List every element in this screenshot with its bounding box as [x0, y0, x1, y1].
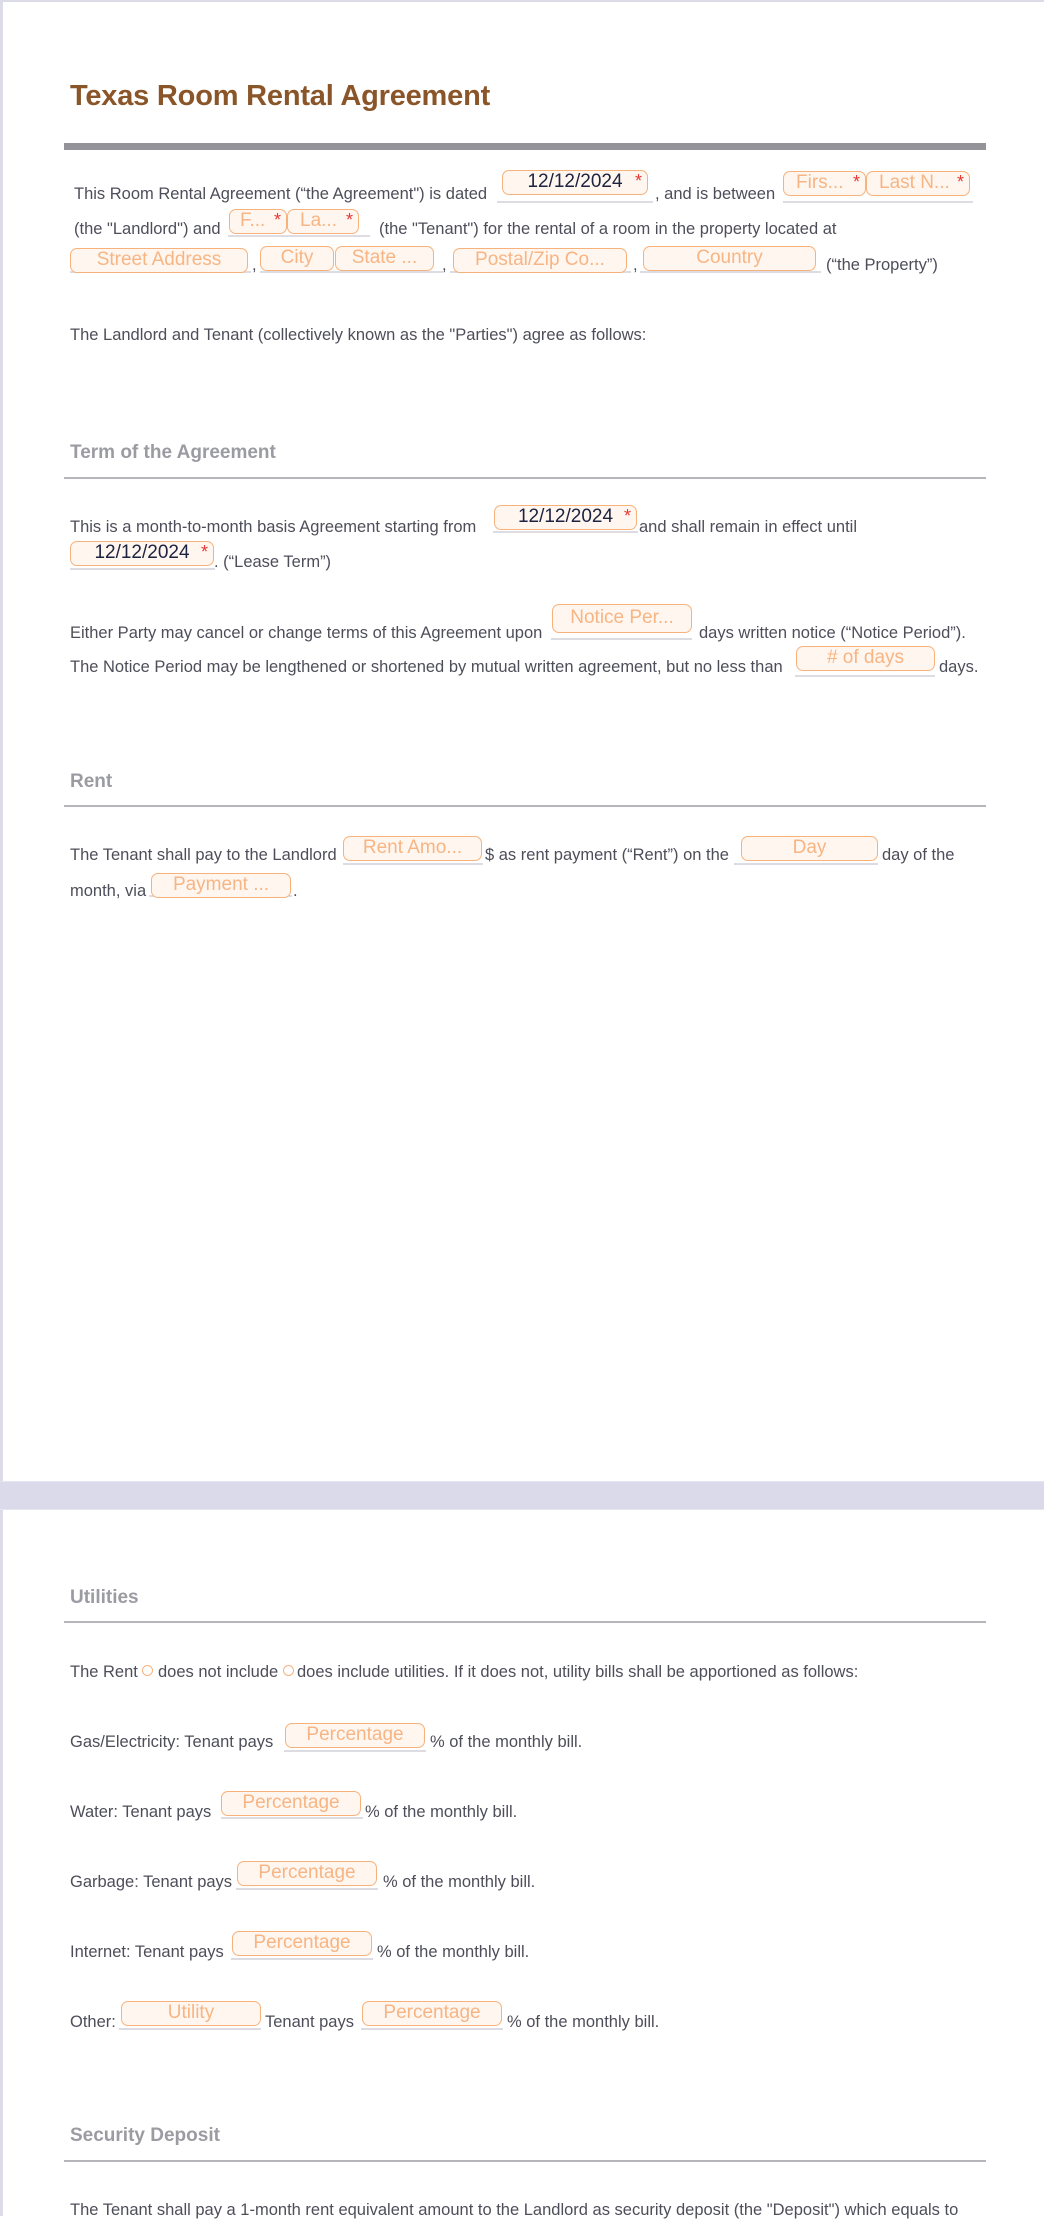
term-text-2b: . (“Lease Term”) [214, 553, 332, 571]
city-placeholder: City [280, 247, 314, 268]
rent-amount-field[interactable] [343, 836, 482, 861]
comma: , [252, 256, 257, 274]
tenant-name-underline [228, 235, 370, 237]
title-divider [64, 143, 986, 150]
rent-text-2a: month, via [70, 882, 147, 900]
percentage-placeholder: Percentage [242, 1792, 340, 1813]
other-label: Other: [70, 2013, 116, 2031]
section-heading-rent: Rent [70, 771, 113, 792]
term-divider [64, 477, 986, 479]
utilities-intro-a: The Rent [70, 1663, 138, 1681]
start-date-underline [493, 531, 638, 533]
notice-text-a: Either Party may cancel or change terms of this Agreement upon [70, 624, 543, 642]
date-underline [497, 201, 653, 203]
section-heading-term: Term of the Agreement [70, 442, 276, 463]
rent-text-1a: The Tenant shall pay to the Landlord [70, 846, 337, 864]
intro-text-3-end: (“the Property”) [826, 256, 938, 274]
other-suffix: % of the monthly bill. [507, 2013, 660, 2031]
other-middle-text: Tenant pays [265, 2013, 354, 2031]
required-icon: * [623, 506, 631, 526]
required-icon: * [200, 542, 208, 562]
percentage-placeholder: Percentage [258, 1862, 356, 1883]
agreement-date-field[interactable] [502, 170, 648, 195]
required-icon: * [345, 210, 353, 230]
deposit-divider [64, 2160, 986, 2162]
country-placeholder: Country [696, 247, 763, 268]
garbage-suffix: % of the monthly bill. [383, 1873, 536, 1891]
required-icon: * [273, 210, 281, 230]
comma: , [633, 256, 638, 274]
rent-amount-placeholder: Rent Amo... [362, 837, 463, 858]
start-date-value: 12/12/2024 [517, 506, 614, 527]
end-date-value: 12/12/2024 [94, 542, 190, 563]
notice-days-field[interactable] [796, 646, 935, 671]
gas-electricity-percentage-field[interactable] [285, 1723, 425, 1748]
document-title: Texas Room Rental Agreement [70, 80, 491, 112]
term-text-1b: and shall remain in effect until [639, 518, 857, 536]
other-percentage-field[interactable] [362, 2001, 502, 2026]
intro-text-2b: (the "Tenant") for the rental of a room in the property located at [379, 220, 837, 238]
rent-text-1c: day of the [882, 846, 955, 864]
notice2-text-b: days. [939, 658, 979, 676]
notice-period-field[interactable] [552, 604, 692, 633]
landlord-first-placeholder: Firs... [796, 172, 844, 193]
start-date-field[interactable] [494, 505, 637, 530]
tenant-first-name-field[interactable] [229, 209, 287, 234]
intro-text-2a: (the "Landlord") and [74, 220, 221, 238]
street-placeholder: Street Address [96, 249, 222, 270]
option-does-include-label: does include utilities. If it does not, utility bills shall be apportioned as follows: [297, 1663, 859, 1681]
payment-placeholder: Payment ... [172, 874, 270, 895]
other-percentage-underline [361, 2028, 503, 2030]
radio-does-include[interactable] [283, 1665, 294, 1676]
section-heading-utilities: Utilities [70, 1587, 139, 1608]
postal-zip-field[interactable] [453, 248, 627, 273]
water-percentage-field[interactable] [221, 1791, 361, 1816]
water-suffix: % of the monthly bill. [365, 1803, 518, 1821]
required-icon: * [852, 172, 860, 192]
internet-suffix: % of the monthly bill. [377, 1943, 530, 1961]
water-underline [221, 1817, 363, 1819]
water-label: Water: Tenant pays [70, 1803, 212, 1821]
gas-underline [284, 1750, 426, 1752]
country-underline [640, 271, 821, 273]
days-placeholder: # of days [826, 647, 905, 668]
intro-text-1b: , and is between [655, 185, 776, 203]
page-left-border [0, 0, 3, 2216]
day-placeholder: Day [792, 837, 827, 858]
notice-underline [551, 638, 692, 640]
radio-does-not-include[interactable] [142, 1665, 153, 1676]
notice2-text-a: The Notice Period may be lengthened or shortened by mutual written agreement, but no less than [70, 658, 783, 676]
internet-underline [231, 1958, 373, 1960]
state-field[interactable] [335, 246, 434, 271]
utilities-divider [64, 1621, 986, 1623]
rent-text-1b: $ as rent payment (“Rent”) on the [485, 846, 729, 864]
notice-placeholder: Notice Per... [570, 607, 674, 628]
percentage-placeholder: Percentage [253, 1932, 351, 1953]
country-field[interactable] [643, 246, 816, 271]
landlord-last-placeholder: Last N... [879, 172, 950, 193]
other-utility-field[interactable] [121, 2001, 261, 2026]
gas-suffix: % of the monthly bill. [430, 1733, 583, 1751]
rent-divider [64, 805, 986, 807]
rent-text-2b: . [293, 882, 298, 900]
term-text-1a: This is a month-to-month basis Agreement starting from [70, 518, 477, 536]
percentage-placeholder: Percentage [306, 1724, 404, 1745]
parties-text: The Landlord and Tenant (collectively known as the "Parties") agree as follows: [70, 326, 647, 344]
notice-text-b: days written notice (“Notice Period”). [699, 624, 966, 642]
percentage-placeholder: Percentage [383, 2002, 481, 2023]
garbage-underline [236, 1888, 378, 1890]
deposit-text: The Tenant shall pay a 1-month rent equivalent amount to the Landlord as security deposit (the "Deposit") which equals to [70, 2201, 959, 2219]
end-date-underline [70, 568, 215, 570]
days-underline [795, 675, 935, 677]
rent-day-field[interactable] [741, 836, 878, 861]
gas-electricity-label: Gas/Electricity: Tenant pays [70, 1733, 274, 1751]
intro-text-1a: This Room Rental Agreement (“the Agreement") is dated [74, 185, 488, 203]
tenant-first-placeholder: F... [240, 210, 266, 231]
day-underline [734, 863, 878, 865]
comma: , [442, 256, 447, 274]
required-icon: * [634, 171, 642, 191]
internet-percentage-field[interactable] [232, 1931, 372, 1956]
landlord-last-name-field[interactable] [866, 171, 970, 196]
city-field[interactable] [260, 246, 334, 271]
rent-amount-underline [343, 863, 483, 865]
page-separator [0, 1481, 1044, 1510]
utility-placeholder: Utility [167, 2002, 215, 2023]
landlord-name-underline [783, 201, 973, 203]
landlord-first-name-field[interactable] [783, 171, 866, 196]
internet-label: Internet: Tenant pays [70, 1943, 224, 1961]
utility-underline [119, 2028, 261, 2030]
end-date-field[interactable] [70, 541, 214, 566]
state-placeholder: State ... [351, 247, 418, 268]
required-icon: * [956, 172, 964, 192]
street-address-field[interactable] [70, 248, 248, 273]
garbage-label: Garbage: Tenant pays [70, 1873, 233, 1891]
zip-placeholder: Postal/Zip Co... [475, 249, 605, 270]
page-top-border [0, 0, 1044, 2]
payment-method-field[interactable] [151, 873, 291, 898]
section-heading-security-deposit: Security Deposit [70, 2125, 220, 2146]
option-does-not-include-label: does not include [158, 1663, 279, 1681]
tenant-last-name-field[interactable] [287, 209, 359, 234]
agreement-date-value: 12/12/2024 [527, 171, 623, 192]
garbage-percentage-field[interactable] [237, 1861, 377, 1886]
city-state-underline [260, 271, 443, 273]
tenant-last-placeholder: La... [300, 210, 337, 231]
